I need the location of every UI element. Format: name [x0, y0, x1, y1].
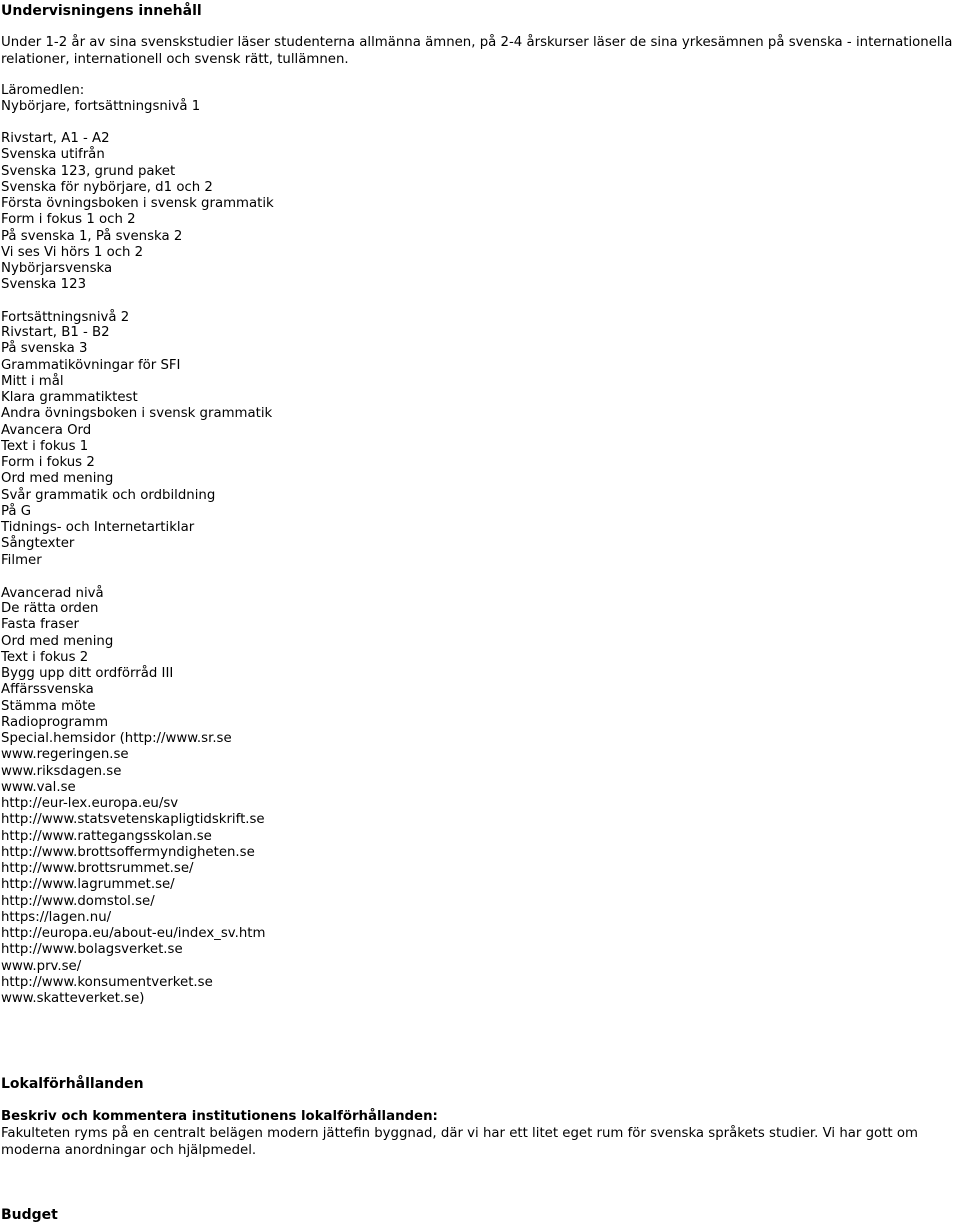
- list-item: Affärssvenska: [1, 682, 94, 698]
- section-heading-teaching: Undervisningens innehåll: [1, 3, 202, 19]
- list-item: http://www.domstol.se/: [1, 893, 155, 909]
- list-item: Vi ses Vi hörs 1 och 2: [1, 244, 144, 260]
- list-item: Grammatikövningar för SFI: [1, 357, 181, 373]
- list-item: Nybörjarsvenska: [1, 261, 113, 276]
- list-item: Text i fokus 2: [1, 649, 89, 665]
- list-item: Svår grammatik och ordbildning: [1, 487, 216, 503]
- list-item: Första övningsboken i svensk grammatik: [1, 196, 274, 211]
- level2-list: [1, 325, 272, 569]
- teaching-intro-paragraph: Under 1-2 år av sina svenskstudier läser studenterna allmänna ämnen, på 2-4 årskurser läser de sina yrkesämnen på svenska - internationella relationer, internationell och svensk rätt, tullämnen.: [1, 35, 953, 67]
- level2-title: Fortsättningsnivå 2: [1, 310, 130, 325]
- list-item: Form i fokus 2: [1, 455, 95, 470]
- list-item: https://lagen.nu/: [1, 909, 112, 925]
- level3-list: [1, 601, 265, 1007]
- list-item: http://europa.eu/about-eu/index_sv.htm: [1, 926, 266, 941]
- level1-title: Nybörjare, fortsättningsnivå 1: [1, 99, 201, 114]
- list-item: Svenska utifrån: [1, 147, 105, 163]
- list-item: http://www.brottsoffermyndigheten.se: [1, 844, 255, 860]
- list-item: http://eur-lex.europa.eu/sv: [1, 796, 179, 811]
- list-item: Sångtexter: [1, 536, 75, 552]
- premises-text: Fakulteten ryms på en centralt belägen modern jättefin byggnad, där vi har ett litet eget rum för svenska språkets studier. Vi har gott om moderna anordningar och hjälpmedel.: [1, 1126, 918, 1158]
- list-item: Avancera Ord: [1, 422, 92, 438]
- list-item: Form i fokus 1 och 2: [1, 212, 136, 228]
- list-item: På svenska 3: [1, 341, 88, 357]
- list-item: Stämma möte: [1, 698, 96, 714]
- list-item: De rätta orden: [1, 601, 99, 616]
- list-item: Andra övningsboken i svensk grammatik: [1, 406, 273, 422]
- list-item: Klara grammatiktest: [1, 390, 138, 405]
- list-item: Mitt i mål: [1, 373, 64, 389]
- list-item: Svenska 123: [1, 277, 87, 293]
- list-item: Bygg upp ditt ordförråd III: [1, 666, 174, 681]
- list-item: www.val.se: [1, 779, 76, 795]
- list-item: Filmer: [1, 552, 42, 568]
- list-item: Svenska för nybörjare, d1 och 2: [1, 179, 213, 195]
- section-heading-budget: Budget: [1, 1207, 58, 1223]
- level1-list: [1, 131, 274, 294]
- level3-title: Avancerad nivå: [1, 586, 104, 601]
- list-item: Text i fokus 1: [1, 438, 89, 454]
- list-item: http://www.rattegangsskolan.se: [1, 828, 212, 844]
- list-item: http://www.bolagsverket.se: [1, 942, 183, 958]
- list-item: www.riksdagen.se: [1, 763, 122, 779]
- list-item: http://www.lagrummet.se/: [1, 877, 175, 893]
- list-item: Special.hemsidor (http://www.sr.se: [1, 731, 232, 746]
- list-item: Rivstart, A1 - A2: [1, 131, 110, 146]
- list-item: Ord med mening: [1, 471, 114, 487]
- list-item: http://www.brottsrummet.se/: [1, 861, 194, 876]
- list-item: På svenska 1, På svenska 2: [1, 228, 183, 244]
- list-item: Radioprogramm: [1, 714, 109, 730]
- list-item: www.prv.se/: [1, 958, 82, 974]
- list-item: På G: [1, 503, 32, 519]
- materials-label: Läromedlen:: [1, 83, 85, 98]
- premises-subheading: Beskriv och kommentera institutionens lokalförhållanden:: [1, 1109, 438, 1124]
- list-item: www.skatteverket.se): [1, 991, 145, 1006]
- section-heading-premises: Lokalförhållanden: [1, 1076, 144, 1092]
- list-item: www.regeringen.se: [1, 747, 129, 763]
- list-item: Svenska 123, grund paket: [1, 163, 176, 179]
- list-item: http://www.konsumentverket.se: [1, 974, 213, 990]
- list-item: Tidnings- och Internetartiklar: [1, 520, 195, 535]
- list-item: Rivstart, B1 - B2: [1, 325, 110, 340]
- list-item: Fasta fraser: [1, 617, 79, 633]
- list-item: Ord med mening: [1, 633, 114, 649]
- list-item: http://www.statsvetenskapligtidskrift.se: [1, 812, 265, 828]
